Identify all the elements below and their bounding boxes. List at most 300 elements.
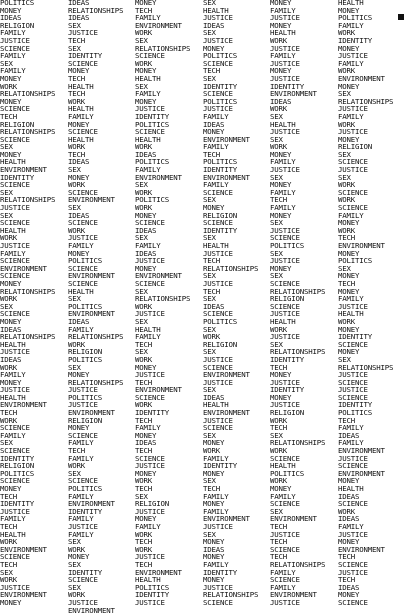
word-item: SCIENCE xyxy=(0,256,30,266)
word-item: HEALTH xyxy=(203,5,229,15)
word-item: SCIENCE xyxy=(270,544,300,554)
word-item: IDENTITY xyxy=(270,81,304,91)
word-item: SCIENCE xyxy=(203,58,233,68)
word-item: FAMILY xyxy=(68,111,94,121)
word-item: IDEAS xyxy=(338,430,360,440)
word-item: JUSTICE xyxy=(0,241,30,250)
word-item: SEX xyxy=(338,263,351,273)
word-item: SEX xyxy=(68,43,81,53)
word-item: TECH xyxy=(270,195,287,205)
word-item: RELATIONSHIPS xyxy=(0,127,56,137)
word-item: JUSTICE xyxy=(135,309,165,319)
word-item: SCIENCE xyxy=(68,278,98,288)
word-item: POLITICS xyxy=(203,316,237,326)
word-item: SCIENCE xyxy=(68,127,98,137)
word-item: ENVIRONMENT xyxy=(68,605,115,615)
word-item: HEALTH xyxy=(270,119,296,129)
word-item: SEX xyxy=(338,172,351,182)
word-item: MONEY xyxy=(203,537,225,547)
word-item: POLITICS xyxy=(135,582,169,592)
word-item: WORK xyxy=(270,35,287,45)
word-item: JUSTICE xyxy=(338,567,368,577)
word-item: HEALTH xyxy=(338,484,364,493)
word-item: SEX xyxy=(338,354,351,364)
word-item: WORK xyxy=(338,119,355,129)
word-item: SCIENCE xyxy=(0,552,30,562)
word-item: RELATIONSHIPS xyxy=(338,362,394,372)
word-item: MONEY xyxy=(270,20,292,30)
word-item: SEX xyxy=(68,203,81,213)
word-item: MONEY xyxy=(270,392,292,402)
word-item: TECH xyxy=(270,537,287,547)
word-item: SCIENCE xyxy=(68,187,98,197)
word-item: IDENTITY xyxy=(0,453,34,463)
word-item: RELATIONSHIPS xyxy=(270,286,326,296)
word-item: IDENTITY xyxy=(270,385,304,395)
word-item: POLITICS xyxy=(135,195,169,205)
word-item: HEALTH xyxy=(338,309,364,319)
word-item: MONEY xyxy=(0,149,22,159)
word-item: IDENTITY xyxy=(135,408,169,418)
word-item: SCIENCE xyxy=(135,278,165,288)
word-item: JUSTICE xyxy=(203,377,233,387)
word-item: ENVIRONMENT xyxy=(203,514,250,524)
word-item: TECH xyxy=(203,484,220,493)
word-item: JUSTICE xyxy=(270,43,300,53)
word-item: SEX xyxy=(270,218,283,228)
word-item: WORK xyxy=(0,233,17,243)
word-item: IDEAS xyxy=(68,13,90,23)
word-item: FAMILY xyxy=(270,567,296,577)
word-item: RELATIONSHIPS xyxy=(68,377,124,387)
word-item: TECH xyxy=(68,89,85,99)
word-item: JUSTICE xyxy=(135,552,165,562)
word-item: JUSTICE xyxy=(203,13,233,23)
word-item: HEALTH xyxy=(68,286,94,296)
word-item: FAMILY xyxy=(0,248,26,258)
word-item: IDENTITY xyxy=(68,567,102,577)
word-item: SEX xyxy=(68,537,81,547)
word-item: SCIENCE xyxy=(0,309,30,319)
word-item: JUSTICE xyxy=(338,51,368,61)
word-item: IDEAS xyxy=(203,20,225,30)
word-item: WORK xyxy=(68,142,85,152)
word-item: MONEY xyxy=(270,263,292,273)
word-item: SCIENCE xyxy=(203,309,233,319)
word-item: SCIENCE xyxy=(135,51,165,61)
word-item: SEX xyxy=(0,58,13,68)
word-item: POLITICS xyxy=(270,468,304,478)
word-item: ENVIRONMENT xyxy=(135,271,182,281)
word-item: JUSTICE xyxy=(0,506,30,516)
word-item: MONEY xyxy=(0,5,22,15)
word-item: IDEAS xyxy=(203,119,225,129)
word-item: IDENTITY xyxy=(0,499,34,509)
word-item: WORK xyxy=(68,96,85,106)
word-item: WORK xyxy=(338,195,355,205)
word-item: SCIENCE xyxy=(0,476,30,486)
word-item: HEALTH xyxy=(135,73,161,83)
word-item: SEX xyxy=(338,149,351,159)
word-item: RELATIONSHIPS xyxy=(68,5,124,15)
word-item: IDEAS xyxy=(0,354,22,364)
word-item: FAMILY xyxy=(270,157,296,167)
word-item: SEX xyxy=(0,187,13,197)
word-item: RELATIONSHIPS xyxy=(338,96,394,106)
word-item: SEX xyxy=(203,28,216,38)
word-item: RELIGION xyxy=(0,119,34,129)
word-item: SCIENCE xyxy=(0,423,30,433)
word-item: FAMILY xyxy=(0,66,26,76)
word-item: SCIENCE xyxy=(203,187,233,197)
word-item: SCIENCE xyxy=(68,575,98,585)
word-item: SEX xyxy=(203,529,216,539)
word-item: WORK xyxy=(135,476,152,486)
word-item: POLITICS xyxy=(68,392,102,402)
word-item: JUSTICE xyxy=(338,165,368,175)
word-item: IDEAS xyxy=(203,301,225,311)
word-item: IDENTITY xyxy=(203,165,237,175)
word-item: SEX xyxy=(0,567,13,577)
word-item: ENVIRONMENT xyxy=(270,514,317,524)
word-item: SCIENCE xyxy=(338,559,368,569)
word-item: JUSTICE xyxy=(135,256,165,266)
word-item: HEALTH xyxy=(0,392,26,402)
word-item: SEX xyxy=(203,324,216,334)
word-item: TECH xyxy=(338,575,355,585)
word-item: IDEAS xyxy=(68,316,90,326)
word-item: IDEAS xyxy=(338,582,360,592)
word-item: HEALTH xyxy=(135,134,161,144)
word-item: HEALTH xyxy=(135,324,161,334)
word-item: IDEAS xyxy=(0,324,22,334)
word-item: FAMILY xyxy=(0,370,26,380)
word-item: RELATIONSHIPS xyxy=(0,89,56,99)
word-item: IDENTITY xyxy=(135,590,169,600)
word-item: IDENTITY xyxy=(203,225,237,235)
word-item: SCIENCE xyxy=(338,392,368,402)
word-item: SCIENCE xyxy=(203,362,233,372)
word-item: TECH xyxy=(203,66,220,76)
word-item: RELIGION xyxy=(203,210,237,220)
word-item: HEALTH xyxy=(68,104,94,114)
word-item: WORK xyxy=(135,301,152,311)
word-item: JUSTICE xyxy=(338,385,368,395)
word-item: MONEY xyxy=(338,81,360,91)
word-item: ENVIRONMENT xyxy=(135,567,182,577)
word-item: POLITICS xyxy=(135,157,169,167)
word-item: FAMILY xyxy=(135,165,161,175)
word-item: JUSTICE xyxy=(0,35,30,45)
word-item: ENVIRONMENT xyxy=(0,400,47,410)
word-item: POLITICS xyxy=(338,256,372,266)
word-item: WORK xyxy=(270,476,287,486)
word-item: POLITICS xyxy=(203,157,237,167)
word-item: TECH xyxy=(203,256,220,266)
word-item: TECH xyxy=(135,5,152,15)
word-item: IDENTITY xyxy=(68,51,102,61)
word-item: ENVIRONMENT xyxy=(68,195,115,205)
word-item: JUSTICE xyxy=(0,582,30,592)
word-item: SCIENCE xyxy=(338,377,368,387)
word-item: TECH xyxy=(135,339,152,349)
word-item: WORK xyxy=(68,339,85,349)
word-item: WORK xyxy=(0,81,17,91)
word-item: MONEY xyxy=(203,575,225,585)
word-item: TECH xyxy=(135,484,152,493)
word-item: MONEY xyxy=(68,370,90,380)
word-item: MONEY xyxy=(0,377,22,387)
word-item: SEX xyxy=(68,468,81,478)
word-item: SEX xyxy=(270,271,283,281)
word-item: TECH xyxy=(135,559,152,569)
word-item: WORK xyxy=(68,180,85,190)
word-item: FAMILY xyxy=(203,506,229,516)
word-item: POLITICS xyxy=(203,96,237,106)
word-item: RELIGION xyxy=(270,408,304,418)
word-item: WORK xyxy=(135,400,152,410)
word-item: FAMILY xyxy=(338,111,364,121)
word-item: JUSTICE xyxy=(270,73,300,83)
word-item: SEX xyxy=(203,0,216,7)
word-item: FAMILY xyxy=(338,294,364,304)
word-item: WORK xyxy=(135,142,152,152)
word-item: RELIGION xyxy=(270,294,304,304)
word-item: FAMILY xyxy=(270,203,296,213)
word-item: TECH xyxy=(0,111,17,121)
word-item: MONEY xyxy=(338,218,360,228)
word-item: IDENTITY xyxy=(338,332,372,342)
word-item: ENVIRONMENT xyxy=(0,544,47,554)
word-item: IDENTITY xyxy=(338,400,372,410)
word-item: ENVIRONMENT xyxy=(338,544,385,554)
word-item: JUSTICE xyxy=(203,35,233,45)
word-item: POLITICS xyxy=(270,241,304,250)
word-item: FAMILY xyxy=(0,514,26,524)
word-item: SCIENCE xyxy=(0,180,30,190)
word-item: ENVIRONMENT xyxy=(68,408,115,418)
word-item: RELATIONSHIPS xyxy=(0,195,56,205)
word-item: MONEY xyxy=(135,66,157,76)
word-item: MONEY xyxy=(68,423,90,433)
word-item: IDEAS xyxy=(203,392,225,402)
word-column-6 xyxy=(338,0,406,607)
word-item: FAMILY xyxy=(135,13,161,23)
word-item: MONEY xyxy=(270,210,292,220)
word-item: FAMILY xyxy=(135,521,161,531)
word-item: SEX xyxy=(135,81,148,91)
word-item: MONEY xyxy=(68,248,90,258)
word-item: ENVIRONMENT xyxy=(0,263,47,273)
word-item: WORK xyxy=(68,544,85,554)
word-item: ENVIRONMENT xyxy=(203,408,250,418)
word-item: JUSTICE xyxy=(270,127,300,137)
word-item: POLITICS xyxy=(0,0,34,7)
word-item: TECH xyxy=(0,491,17,501)
word-item: SCIENCE xyxy=(68,430,98,440)
word-column-3 xyxy=(135,0,203,607)
word-item: SCIENCE xyxy=(270,301,300,311)
word-item: RELATIONSHIPS xyxy=(135,294,191,304)
word-item: JUSTICE xyxy=(203,248,233,258)
word-item: JUSTICE xyxy=(338,370,368,380)
word-item: TECH xyxy=(270,552,287,562)
word-item: FAMILY xyxy=(135,332,161,342)
word-item: MONEY xyxy=(0,484,22,493)
word-item: SCIENCE xyxy=(0,43,30,53)
word-item: SEX xyxy=(135,316,148,326)
word-item: TECH xyxy=(270,423,287,433)
word-item: SCIENCE xyxy=(68,263,98,273)
word-item: IDEAS xyxy=(68,157,90,167)
word-item: IDENTITY xyxy=(135,111,169,121)
word-item: TECH xyxy=(338,278,355,288)
word-item: SCIENCE xyxy=(68,218,98,228)
word-item: WORK xyxy=(68,461,85,471)
word-item: TECH xyxy=(68,73,85,83)
word-item: SCIENCE xyxy=(135,392,165,402)
word-item: ENVIRONMENT xyxy=(135,20,182,30)
word-item: MONEY xyxy=(68,552,90,562)
word-item: SEX xyxy=(135,180,148,190)
word-item: SEX xyxy=(203,476,216,486)
word-item: JUSTICE xyxy=(270,165,300,175)
word-item: ENVIRONMENT xyxy=(203,370,250,380)
word-item: SCIENCE xyxy=(0,134,30,144)
word-item: SEX xyxy=(203,195,216,205)
word-item: JUSTICE xyxy=(68,400,98,410)
word-item: FAMILY xyxy=(203,453,229,463)
word-item: JUSTICE xyxy=(203,415,233,425)
word-item: JUSTICE xyxy=(135,506,165,516)
word-item: SCIENCE xyxy=(68,476,98,486)
word-item: FAMILY xyxy=(0,51,26,61)
word-item: HEALTH xyxy=(203,241,229,250)
word-item: MONEY xyxy=(135,210,157,220)
word-item: SEX xyxy=(0,438,13,448)
word-item: SCIENCE xyxy=(270,278,300,288)
word-item: SCIENCE xyxy=(0,104,30,114)
word-item: FAMILY xyxy=(68,324,94,334)
word-item: RELIGION xyxy=(338,142,372,152)
word-item: MONEY xyxy=(203,127,225,137)
word-item: JUSTICE xyxy=(203,521,233,531)
word-item: JUSTICE xyxy=(270,13,300,23)
word-item: MONEY xyxy=(338,590,360,600)
word-item: SEX xyxy=(135,286,148,296)
word-item: MONEY xyxy=(0,316,22,326)
word-item: SCIENCE xyxy=(270,233,300,243)
word-item: RELATIONSHIPS xyxy=(0,286,56,296)
word-item: SCIENCE xyxy=(135,218,165,228)
word-item: SEX xyxy=(203,233,216,243)
word-item: WORK xyxy=(135,28,152,38)
word-item: SEX xyxy=(270,339,283,349)
word-item: SEX xyxy=(203,271,216,281)
word-item: IDEAS xyxy=(270,96,292,106)
word-item: WORK xyxy=(270,104,287,114)
word-item: SEX xyxy=(68,165,81,175)
word-item: SEX xyxy=(338,89,351,99)
word-item: JUSTICE xyxy=(338,453,368,463)
word-column-4 xyxy=(203,0,271,607)
word-item: SEX xyxy=(270,111,283,121)
word-item: TECH xyxy=(135,415,152,425)
word-item: TECH xyxy=(0,559,17,569)
word-item: TECH xyxy=(0,408,17,418)
word-item: ENVIRONMENT xyxy=(203,134,250,144)
word-item: FAMILY xyxy=(68,241,94,250)
word-item: FAMILY xyxy=(338,423,364,433)
word-item: TECH xyxy=(270,521,287,531)
word-item: MONEY xyxy=(203,499,225,509)
word-item: SEX xyxy=(68,559,81,569)
word-item: RELATIONSHIPS xyxy=(203,590,259,600)
word-item: FAMILY xyxy=(68,529,94,539)
word-item: ENVIRONMENT xyxy=(338,468,385,478)
word-item: SEX xyxy=(270,248,283,258)
word-item: JUSTICE xyxy=(270,597,300,607)
word-item: IDEAS xyxy=(68,0,90,7)
word-item: ENVIRONMENT xyxy=(203,172,250,182)
word-item: SCIENCE xyxy=(68,58,98,68)
word-item: MONEY xyxy=(338,537,360,547)
word-item: RELATIONSHIPS xyxy=(0,332,56,342)
word-item: MONEY xyxy=(135,468,157,478)
word-item: JUSTICE xyxy=(270,377,300,387)
word-item: WORK xyxy=(203,446,220,456)
word-item: MONEY xyxy=(135,430,157,440)
word-item: RELIGION xyxy=(203,339,237,349)
word-item: HEALTH xyxy=(0,339,26,349)
word-item: IDEAS xyxy=(338,514,360,524)
word-item: FAMILY xyxy=(203,180,229,190)
word-item: WORK xyxy=(0,537,17,547)
word-item: IDENTITY xyxy=(203,461,237,471)
word-item: MONEY xyxy=(203,468,225,478)
word-item: JUSTICE xyxy=(135,370,165,380)
word-item: WORK xyxy=(0,415,17,425)
word-item: FAMILY xyxy=(0,430,26,440)
word-item: SCIENCE xyxy=(338,461,368,471)
word-item: RELIGION xyxy=(135,499,169,509)
word-item: RELATIONSHIPS xyxy=(203,263,259,273)
word-item: TECH xyxy=(0,521,17,531)
word-item: MONEY xyxy=(0,597,22,607)
word-item: FAMILY xyxy=(135,241,161,250)
word-item: MONEY xyxy=(135,263,157,273)
word-item: TECH xyxy=(135,446,152,456)
word-item: RELIGION xyxy=(68,415,102,425)
word-item: SEX xyxy=(203,347,216,357)
word-item: FAMILY xyxy=(203,142,229,152)
word-item: MONEY xyxy=(338,134,360,144)
word-item: MONEY xyxy=(270,180,292,190)
word-item: SEX xyxy=(0,142,13,152)
word-item: JUSTICE xyxy=(135,597,165,607)
word-item: IDEAS xyxy=(135,149,157,159)
word-item: WORK xyxy=(135,58,152,68)
word-item: SCIENCE xyxy=(135,127,165,137)
word-item: HEALTH xyxy=(270,28,296,38)
word-item: SEX xyxy=(68,294,81,304)
word-item: IDENTITY xyxy=(270,354,304,364)
word-item: RELATIONSHIPS xyxy=(270,438,326,448)
word-item: JUSTICE xyxy=(270,400,300,410)
word-item: IDEAS xyxy=(135,438,157,448)
word-item: FAMILY xyxy=(270,187,296,197)
word-item: JUSTICE xyxy=(270,332,300,342)
